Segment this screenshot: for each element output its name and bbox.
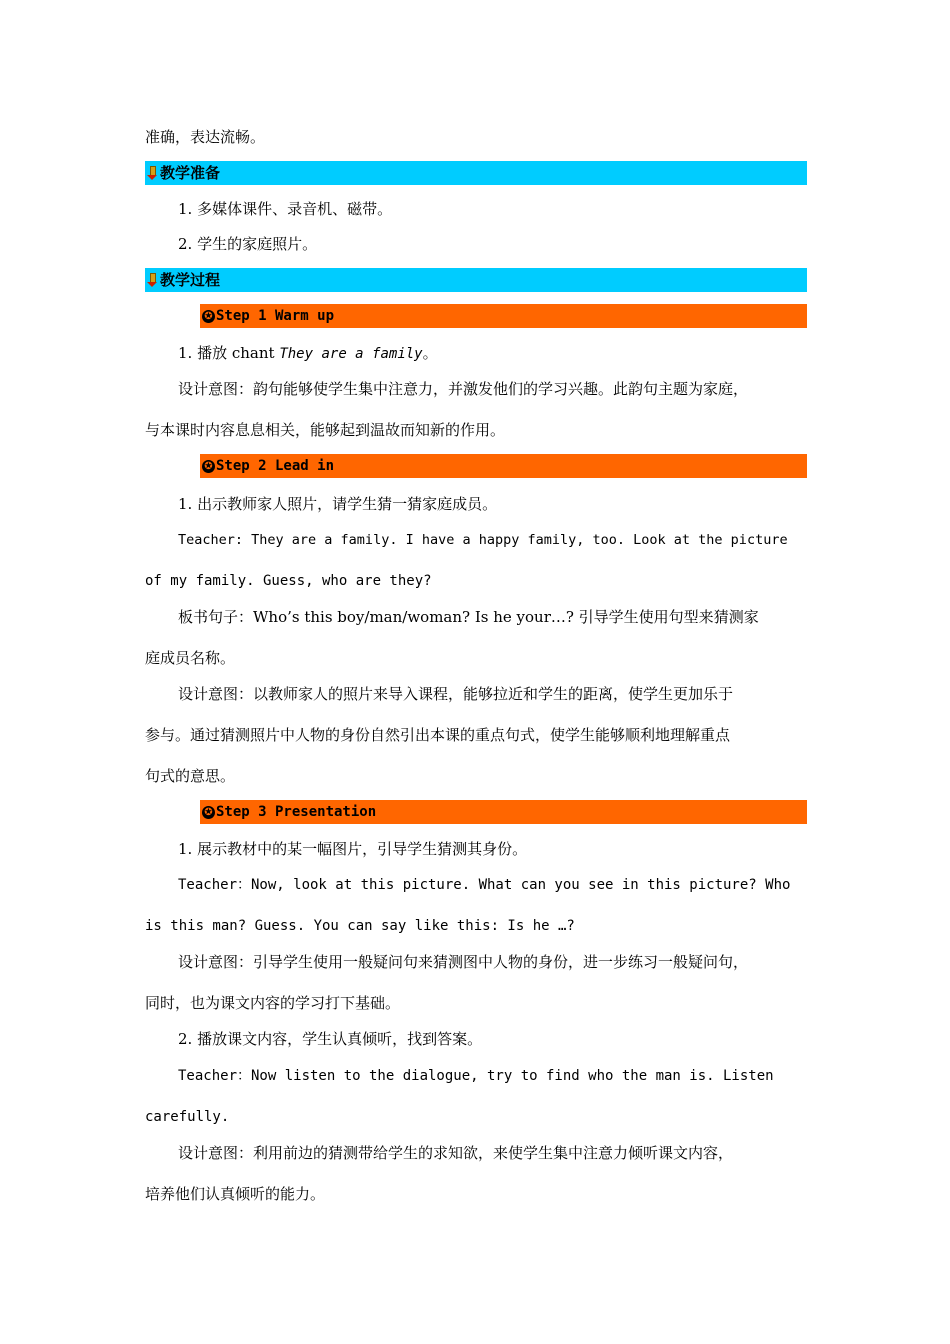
intro-tail-text: 准确，表达流畅。 bbox=[145, 128, 266, 146]
step2-board-line-1: 板书句子：Who’s this boy/man/woman? Is he your…? 引导学生使用句型来猜测家 bbox=[178, 608, 759, 626]
pushpin-icon bbox=[146, 165, 158, 181]
pushpin-icon bbox=[146, 272, 158, 288]
step3-teacher1-line-2: is this man? Guess. You can say like this: Is he …? bbox=[145, 918, 575, 934]
step1-item-1-prefix: 1. 播放 chant bbox=[178, 344, 280, 362]
step2-teacher-line-1: Teacher: They are a family. I have a happy family, too. Look at the picture bbox=[178, 532, 788, 548]
section-header-prep bbox=[145, 161, 807, 185]
step2-item-1: 1. 出示教师家人照片，请学生猜一猜家庭成员。 bbox=[178, 495, 498, 513]
step2-board-line-2: 庭成员名称。 bbox=[145, 649, 236, 667]
section-header-process bbox=[145, 268, 807, 292]
step3-design2-line-1: 设计意图：利用前边的猜测带给学生的求知欲，来使学生集中注意力倾听课文内容， bbox=[178, 1144, 734, 1162]
section-title-process: 教学过程 bbox=[160, 271, 221, 289]
step2-design-line-3: 句式的意思。 bbox=[145, 767, 236, 785]
star-badge-icon: ✪ bbox=[202, 460, 215, 473]
step-header-1 bbox=[200, 304, 807, 328]
step3-item-2: 2. 播放课文内容，学生认真倾听，找到答案。 bbox=[178, 1030, 483, 1048]
prep-item-2: 2. 学生的家庭照片。 bbox=[178, 235, 318, 253]
step-header-3 bbox=[200, 800, 807, 824]
step3-teacher1-line-1: Teacher：Now, look at this picture. What can you see in this picture? Who bbox=[178, 877, 791, 893]
step1-design-line-1: 设计意图：韵句能够使学生集中注意力，并激发他们的学习兴趣。此韵句主题为家庭， bbox=[178, 380, 749, 398]
step1-design-line-2: 与本课时内容息息相关，能够起到温故而知新的作用。 bbox=[145, 421, 506, 439]
step3-item-1: 1. 展示教材中的某一幅图片，引导学生猜测其身份。 bbox=[178, 840, 528, 858]
step2-teacher-line-2: of my family. Guess, who are they? bbox=[145, 573, 432, 589]
step2-design-line-1: 设计意图：以教师家人的照片来导入课程，能够拉近和学生的距离，使学生更加乐于 bbox=[178, 685, 734, 703]
step1-item-1 bbox=[178, 343, 807, 363]
section-title-prep: 教学准备 bbox=[160, 164, 221, 182]
star-badge-icon: ✪ bbox=[202, 310, 215, 323]
step3-design1-line-1: 设计意图：引导学生使用一般疑问句来猜测图中人物的身份，进一步练习一般疑问句， bbox=[178, 953, 749, 971]
step-title-1: Step 1 Warm up bbox=[216, 308, 335, 324]
star-badge-icon: ✪ bbox=[202, 806, 215, 819]
step3-design2-line-2: 培养他们认真倾听的能力。 bbox=[145, 1185, 326, 1203]
step-header-2 bbox=[200, 454, 807, 478]
step-title-2: Step 2 Lead in bbox=[216, 458, 335, 474]
step3-teacher2-line-2: carefully. bbox=[145, 1109, 230, 1125]
step3-teacher2-line-1: Teacher：Now listen to the dialogue, try to find who the man is. Listen bbox=[178, 1068, 774, 1084]
step1-item-1-suffix: 。 bbox=[422, 344, 438, 362]
step-title-3: Step 3 Presentation bbox=[216, 804, 377, 820]
step2-design-line-2: 参与。通过猜测照片中人物的身份自然引出本课的重点句式，使学生能够顺利地理解重点 bbox=[145, 726, 731, 744]
prep-item-1: 1. 多媒体课件、录音机、磁带。 bbox=[178, 200, 393, 218]
step3-design1-line-2: 同时，也为课文内容的学习打下基础。 bbox=[145, 994, 401, 1012]
chant-title: They are a family bbox=[279, 346, 423, 362]
